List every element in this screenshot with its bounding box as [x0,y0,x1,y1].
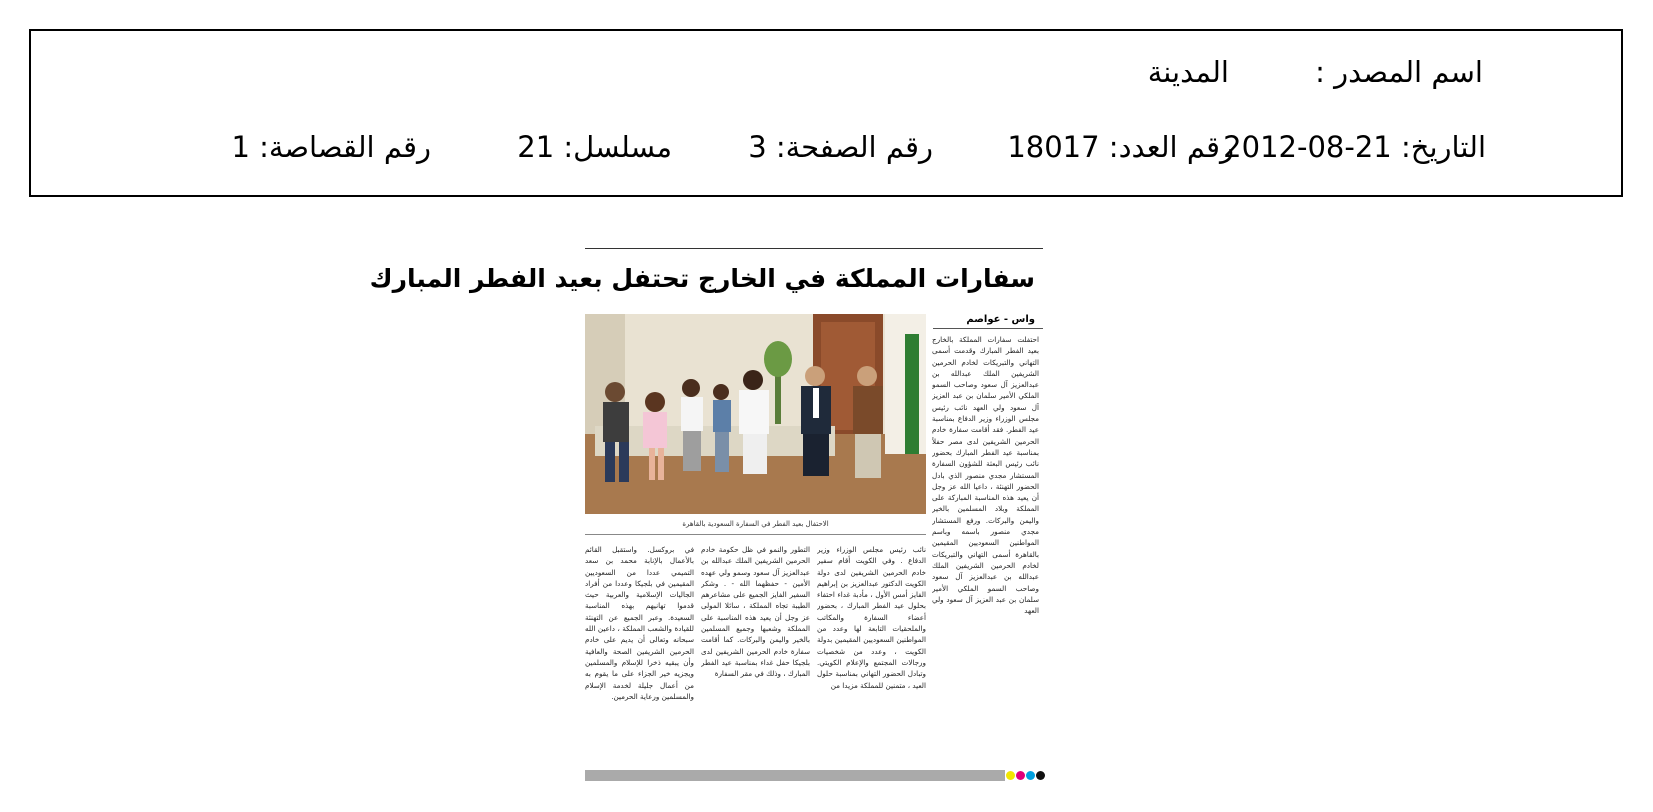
registration-dot-cyan [1026,771,1035,780]
page-number-field: رقم الصفحة: 3 [748,130,933,164]
article-column-right [932,334,1039,762]
article-column-1 [817,544,926,762]
newspaper-clipping [369,248,1043,784]
caption-rule [585,534,926,535]
photo-illustration [585,314,926,514]
issue-number-field: رقم العدد: 18017 [1007,130,1234,164]
print-gray-bar [585,770,1005,781]
byline-rule [933,328,1043,329]
column-right-text: احتفلت سفارات المملكة بالخارج بعيد الفطر المبارك وقدمت أسمى التهاني والتبريكات لخادم الحرمين الشريفين الملك عبدالله بن عبدالعزيز آل سعود وصاحب السمو الملكي الأمير سلمان بن عبد العزيز آل سعود ولي العهد نائب رئيس مجلس الوزراء وزير الدفاع بمناسبة عيد الفطر. فقد أقامت سفارة خادم الحرمين الشريفين لدى مصر حفلاً بمناسبة عيد الفطر المبارك بحضور نائب رئيس البعثة للشؤون السفارة المستشار مجدي منصور الذي بادل الحضور التهنئة ، داعيا الله عز وجل أن يعيد هذه المناسبة المباركة على المملكة وبلاد المسلمين بالخير واليمن والبركات. ورفع المستشار مجدي منصور باسمه وباسم المواطنين السعوديين المقيمين بالقاهرة أسمى التهاني والتبريكات لخادم الحرمين الشريفين الملك عبدالله بن عبدالعزيز آل سعود وصاحب السمو الملكي الأمير سلمان بن عبد العزيز آل سعود ولي العهد [932,335,1039,616]
clip-number-field: رقم القصاصة: 1 [231,130,431,164]
column-2-text: التطور والنمو في ظل حكومة خادم الحرمين الشريفين الملك عبدالله بن عبدالعزيز آل سعود وسمو ولي عهده الأمين - حفظهما الله - . وشكر السفير الفايز الجميع على مشاعرهم الطيبة تجاه المملكة ، سائلا المولى عز وجل أن يعيد هذه المناسبة على المملكة وشعبها وجميع المسلمين بالخير واليمن والبركات. كما أقامت سفارة خادم الحرمين الشريفين لدى بلجيكا حفل غداء بمناسبة عيد الفطر المبارك ، وذلك في مقر السفارة [701,545,810,679]
article-column-3 [585,544,694,762]
event-photo [585,314,926,514]
serial-field: مسلسل: 21 [517,130,672,164]
registration-dot-yellow [1006,771,1015,780]
source-value: المدينة [1147,55,1229,89]
article-column-2 [701,544,810,762]
date-field: التاريخ: 21-08-2012 [1223,130,1486,164]
article-byline: واس - عواصم [966,314,1035,325]
registration-marks [1006,770,1046,781]
column-3-text: في بروكسل. واستقبل القائم بالأعمال بالإنابة محمد بن سعد التميمي عددا من السعوديين المقيمين في بلجيكا وعددا من أفراد الجاليات الإسلامية والعربية حيث قدموا تهانيهم بهذه المناسبة السعيدة. وعبر الجميع عن التهنئة للقيادة والشعب المملكة ، داعين الله سبحانه وتعالى أن يديم على خادم الحرمين الشريفين الصحة والعافية وأن يبقيه ذخرا للإسلام والمسلمين ويجزيه خير الجزاء على ما يقوم به من أعمال جليلة لخدمة الإسلام والمسلمين ورعاية الحرمين. [585,545,694,701]
article-headline: سفارات المملكة في الخارج تحتفل بعيد الفطر المبارك [369,264,1035,293]
registration-dot-black [1036,771,1045,780]
registration-dot-magenta [1016,771,1025,780]
source-label: اسم المصدر : [1315,55,1483,89]
top-rule [585,248,1043,249]
column-1-text: نائب رئيس مجلس الوزراء وزير الدفاع . وفي الكويت أقام سفير خادم الحرمين الشريفين لدى دولة الكويت الدكتور عبدالعزيز بن إبراهيم الفايز أمس الأول ، مأدبة غداء احتفاء بحلول عيد الفطر المبارك ، بحضور أعضاء السفارة والمكاتب والملحقيات التابعة لها وعدد من المواطنين السعوديين المقيمين بدولة الكويت ، وعدد من شخصيات ورجالات المجتمع والإعلام الكويتي. وتبادل الحضور التهاني بمناسبة حلول العيد ، متمنين للمملكة مزيدا من [817,545,926,690]
photo-caption: الاحتفال بعيد الفطر في السفارة السعودية بالقاهرة [682,520,829,528]
